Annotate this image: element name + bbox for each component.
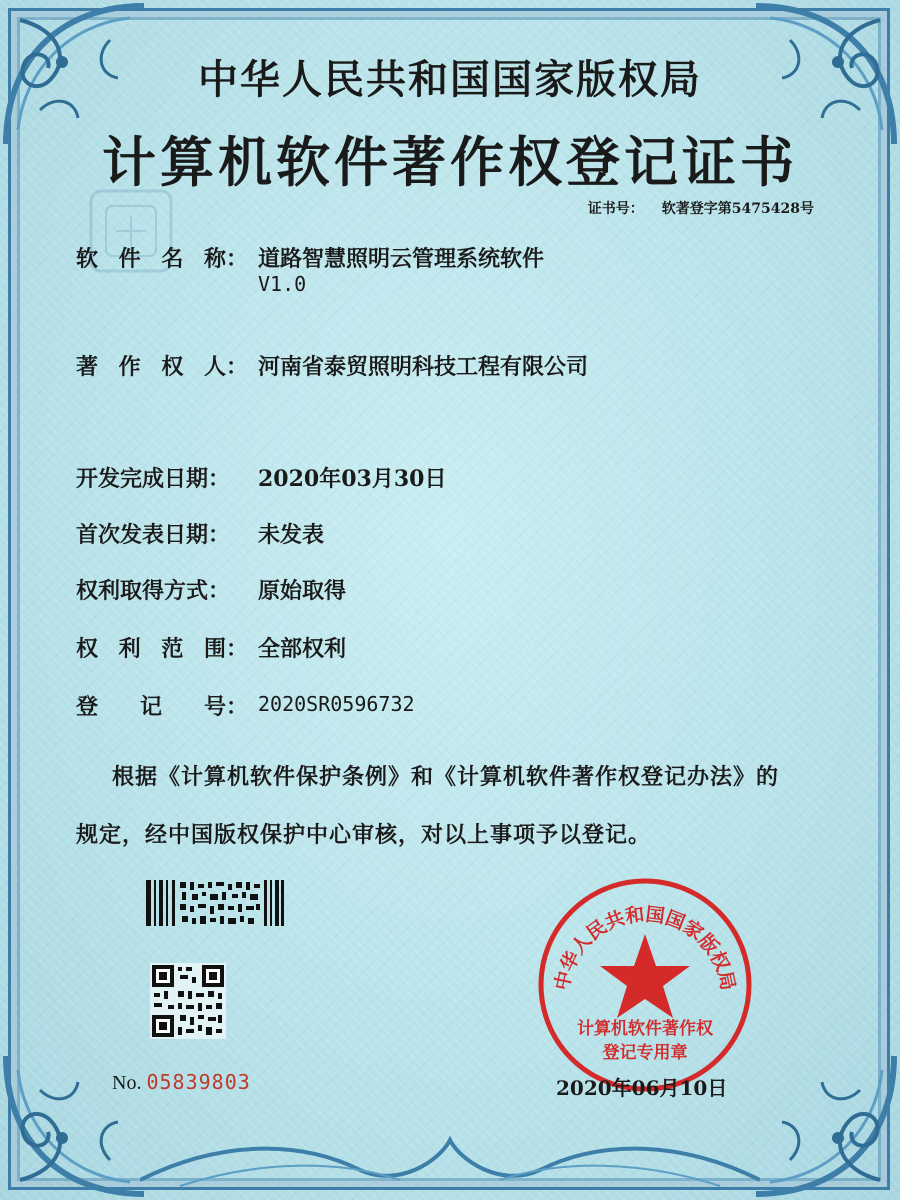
completion-date-value: 2020年03月30日: [258, 466, 447, 492]
corner-ornament-bottom-right: [750, 1050, 900, 1200]
serial-prefix: No.: [112, 1072, 142, 1094]
certificate-number: [588, 198, 814, 218]
official-seal: [530, 870, 760, 1100]
certificate-title: 计算机软件著作权登记证书: [102, 130, 798, 194]
certificate-number-label: 证书号：: [587, 201, 644, 217]
copyright-owner-value: 河南省泰贸照明科技工程有限公司: [258, 354, 589, 380]
acquisition-method-value: 原始取得: [258, 578, 347, 604]
legal-statement-line-1: 根据《计算机软件保护条例》和《计算机软件著作权登记办法》的: [112, 764, 780, 790]
rights-scope-label: 权 利 范 围：: [76, 636, 248, 662]
seal-line-1: 计算机软件著作权: [577, 1019, 713, 1039]
software-version-value: V1.0: [258, 272, 307, 296]
certificate-number-value: 软著登字第5475428号: [661, 201, 814, 217]
qr-code: [150, 963, 226, 1039]
legal-statement-line-2: 规定，经中国版权保护中心审核，对以上事项予以登记。: [76, 822, 652, 848]
seal-star-icon: [600, 934, 690, 1018]
acquisition-method-label: 权利取得方式：: [76, 578, 231, 604]
seal-arc-text: 中华人民共和国国家版权局: [551, 903, 739, 993]
bottom-ornament-band: [140, 1120, 760, 1190]
rights-scope-value: 全部权利: [258, 636, 347, 662]
issuing-authority: 中华人民共和国国家版权局: [198, 56, 702, 103]
registration-number-value: 2020SR0596732: [258, 692, 415, 716]
completion-date-label: 开发完成日期：: [76, 466, 231, 492]
first-publication-label: 首次发表日期：: [76, 522, 231, 548]
registration-number-label: 登 记 号：: [76, 694, 248, 720]
seal-line-2: 登记专用章: [602, 1043, 688, 1063]
first-publication-value: 未发表: [258, 522, 325, 548]
issue-date: 2020年06月10日: [556, 1076, 728, 1100]
software-name-value: 道路智慧照明云管理系统软件: [258, 246, 545, 272]
serial-number: [112, 1070, 251, 1095]
serial-value: 05839803: [146, 1070, 251, 1094]
software-name-label: 软 件 名 称：: [76, 246, 248, 272]
barcode: [146, 880, 284, 926]
copyright-owner-label: 著 作 权 人：: [76, 354, 248, 380]
